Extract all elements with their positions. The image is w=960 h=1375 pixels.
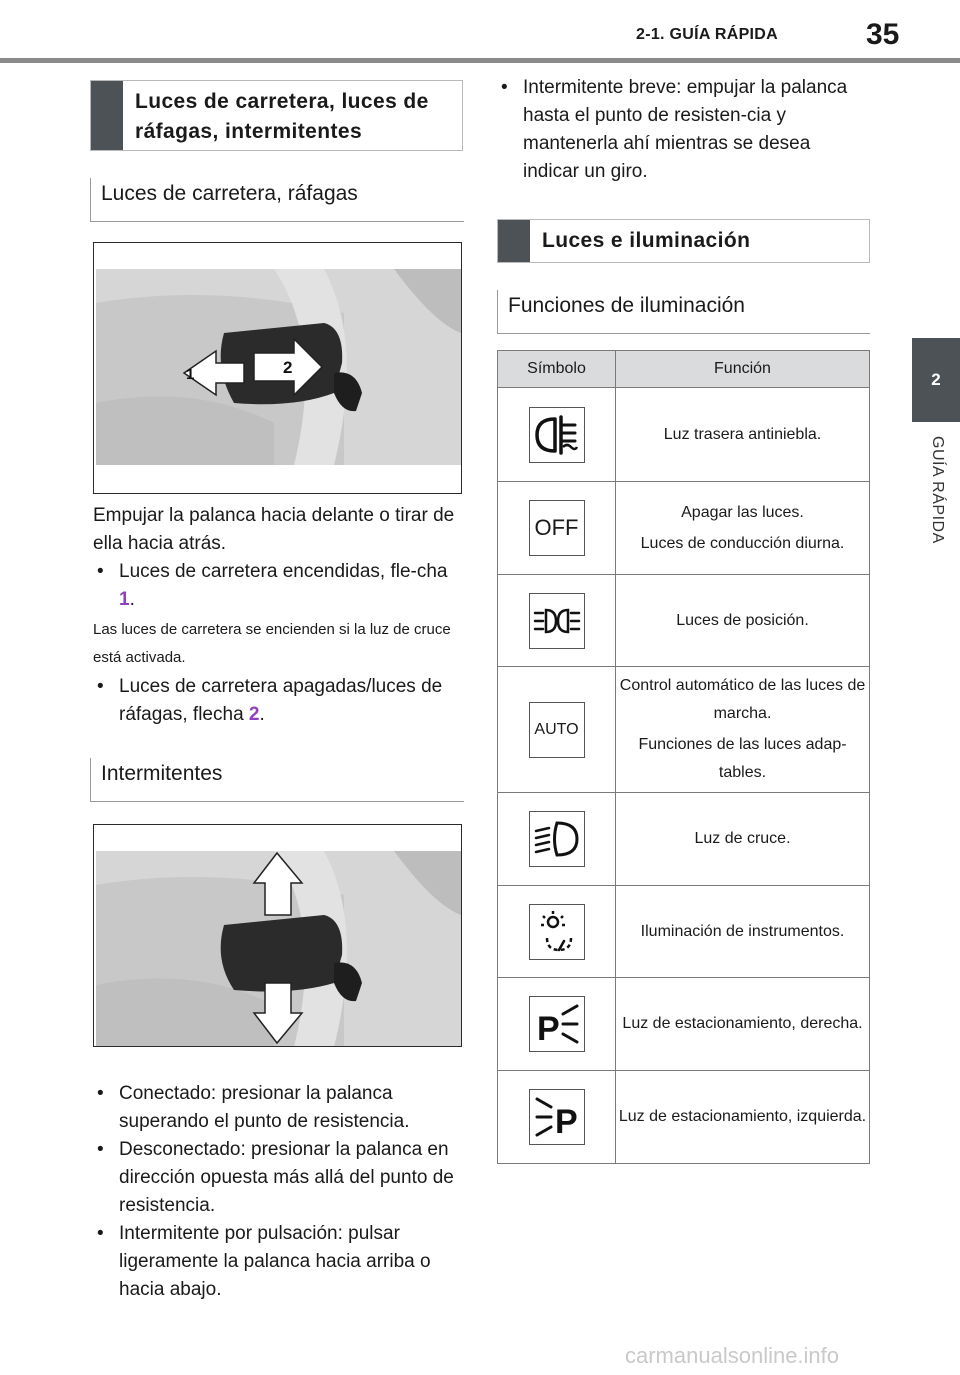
bullet-high-beam-on — [93, 558, 463, 614]
figure-lever-high-beam — [93, 242, 462, 494]
bullet-tap-signal: • Intermitente por pulsación: pulsar ligeramente la palanca hacia arriba o hacia abajo. — [93, 1220, 463, 1304]
title-box-high-beams — [90, 80, 463, 151]
auto-symbol-text: AUTO — [534, 720, 579, 738]
table-row — [498, 886, 870, 978]
function-text: Luces de conducción diurna. — [640, 534, 845, 552]
off-icon — [529, 500, 585, 556]
table-row — [498, 482, 870, 575]
svg-text:P: P — [536, 1010, 560, 1048]
low-beam-icon — [529, 811, 585, 867]
parking-light-left-icon — [529, 1089, 585, 1145]
note-low-beam: Las luces de carretera se encienden si la luz de cruce está activada. — [93, 621, 451, 666]
table-row — [498, 388, 870, 482]
function-text: Funciones de las luces adap-tables. — [638, 736, 847, 781]
arrow-number-2: 2 — [248, 704, 260, 725]
bullet-connected: • Conectado: presionar la palanca superando el punto de resistencia. — [93, 1080, 463, 1136]
function-cell — [616, 482, 870, 575]
arrow-number-1: 1 — [119, 589, 130, 610]
title-box-bar — [91, 81, 123, 150]
symbol-cell — [498, 575, 616, 667]
column-header-function: Función — [616, 351, 870, 388]
subheading-turn-signals: Intermitentes — [90, 758, 464, 802]
page-number: 35 — [866, 18, 900, 51]
symbol-cell — [498, 1071, 616, 1164]
function-text: Iluminación de instrumentos. — [640, 922, 845, 940]
function-cell — [616, 575, 870, 667]
table-row — [498, 793, 870, 886]
header-rule — [0, 58, 960, 63]
function-cell — [616, 886, 870, 978]
lighting-functions-table — [497, 350, 870, 1164]
symbol-cell — [498, 388, 616, 482]
svg-text:P: P — [554, 1103, 578, 1141]
bullet-text: Luces de carretera apagadas/luces de ráfagas, flecha — [119, 676, 443, 725]
table-row — [498, 978, 870, 1071]
bullet-text: Luces de carretera encendidas, fle-cha — [119, 561, 448, 582]
function-text: Luz trasera antiniebla. — [663, 425, 822, 443]
table-row — [498, 575, 870, 667]
figure-lever-turn-signal — [93, 824, 462, 1047]
symbol-cell — [498, 667, 616, 793]
parking-light-right-icon — [529, 996, 585, 1052]
title-box-text: Luces de carretera, luces de ráfagas, intermitentes — [135, 90, 429, 143]
function-cell — [616, 667, 870, 793]
figure-label-1: 1 — [186, 366, 195, 383]
chapter-tab: 2 — [912, 338, 960, 422]
symbol-cell — [498, 886, 616, 978]
subheading-high-beams-flash: Luces de carretera, ráfagas — [90, 178, 464, 222]
bullet-brief-signal: • Intermitente breve: empujar la palanca hasta el punto de resisten-cia y mantenerla ahí mientras se desea indicar un giro. — [497, 74, 869, 186]
rear-fog-light-icon — [529, 407, 585, 463]
column-header-symbol: Símbolo — [498, 351, 616, 388]
position-lights-icon — [529, 593, 585, 649]
paragraph-push-pull: Empujar la palanca hacia delante o tirar de ella hacia atrás. — [93, 505, 455, 554]
subheading-lighting-functions: Funciones de iluminación — [497, 290, 870, 334]
symbol-cell — [498, 978, 616, 1071]
section-title: 2-1. GUÍA RÁPIDA — [636, 26, 779, 43]
bullet-disconnected: • Desconectado: presionar la palanca en dirección opuesta más allá del punto de resistencia. — [93, 1136, 463, 1220]
title-box-lights — [497, 219, 870, 263]
function-text: Luces de posición. — [676, 611, 809, 629]
table-row — [498, 1071, 870, 1164]
bullet-end: . — [259, 704, 265, 725]
function-cell — [616, 793, 870, 886]
table-header-row — [498, 351, 870, 388]
function-cell — [616, 1071, 870, 1164]
function-text: Apagar las luces. — [681, 503, 804, 521]
table-row — [498, 667, 870, 793]
bullet-end: . — [129, 589, 135, 610]
off-symbol-text: OFF — [534, 515, 579, 540]
function-text: Luz de cruce. — [694, 830, 791, 847]
function-cell — [616, 978, 870, 1071]
title-box-bar — [498, 220, 530, 262]
figure-label-2: 2 — [283, 358, 293, 377]
symbol-cell — [498, 793, 616, 886]
title-box-text: Luces e iluminación — [542, 229, 751, 252]
watermark: carmanualsonline.info — [625, 1343, 840, 1368]
function-text: Control automático de las luces de marcha. — [619, 677, 866, 722]
bullet-high-beam-off — [93, 673, 463, 729]
auto-icon — [529, 702, 585, 758]
function-cell — [616, 388, 870, 482]
function-text: Luz de estacionamiento, izquierda. — [618, 1108, 867, 1125]
chapter-label: GUÍA RÁPIDA — [929, 436, 946, 544]
function-text: Luz de estacionamiento, derecha. — [622, 1015, 863, 1032]
symbol-cell — [498, 482, 616, 575]
instrument-lighting-icon — [529, 904, 585, 960]
